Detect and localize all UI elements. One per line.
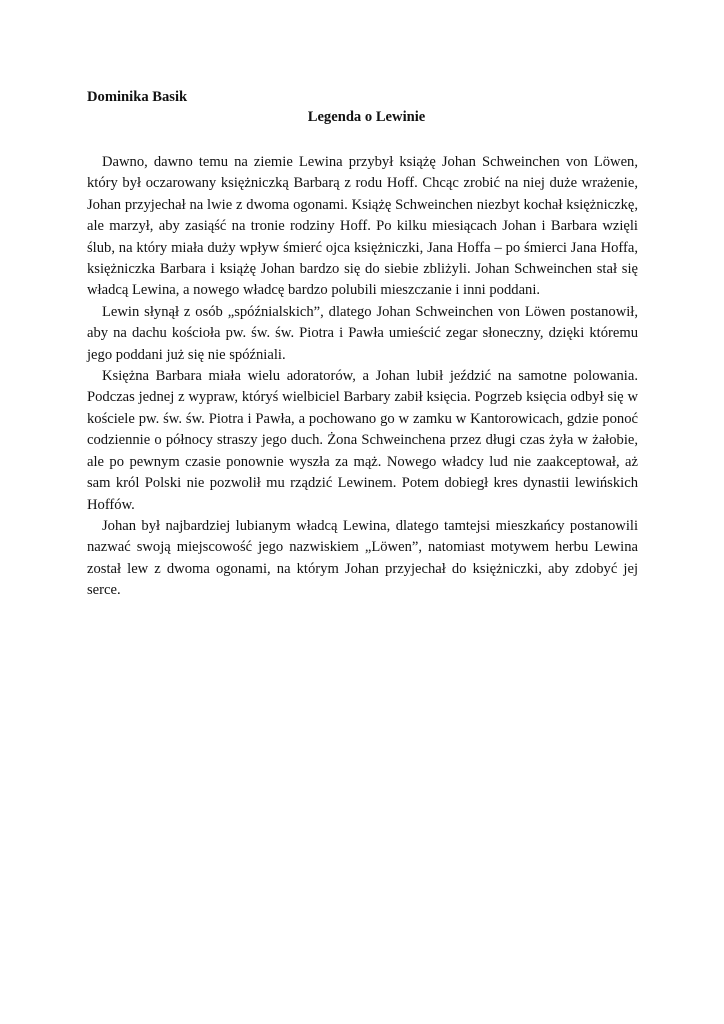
paragraph-1: Dawno, dawno temu na ziemie Lewina przybył książę Johan Schweinchen von Löwen, który był oczarowany księżniczką Barbarą z rodu Hoff. Chcąc zrobić na niej duże wrażenie, Johan przyjechał na lwie z dwoma ogonami. Książę Schweinchen niezbyt kochał księżniczkę, ale marzył, aby zasiąść na tronie rodziny Hoff. Po kilku miesiącach Johan i Barbara wzięli ślub, na który miała duży wpływ śmierć ojca księżniczki, Jana Hoffa – po śmierci Jana Hoffa, księżniczka Barbara i książę Johan bardzo się do siebie zbliżyli. Johan Schweinchen stał się władcą Lewina, a nowego władcę bardzo polubili mieszczanie i inni poddani. xyxy=(87,154,638,299)
paragraph-4: Johan był najbardziej lubianym władcą Lewina, dlatego tamtejsi mieszkańcy postanowili nazwać swoją miejscowość jego nazwiskiem „Löwen”, natomiast motywem herbu Lewina został lew z dwoma ogonami, na którym Johan przyjechał do księżniczki, aby zdobyć jej serce. xyxy=(87,517,638,599)
document-page xyxy=(87,87,638,602)
author-name: Dominika Basik xyxy=(87,89,188,105)
paragraph-2: Lewin słynął z osób „spóźnialskich”, dlatego Johan Schweinchen von Löwen postanowił, aby na dachu kościoła pw. św. św. Piotra i Pawła umieścić zegar słoneczny, dzięki któremu jego poddani już się nie spóźniali. xyxy=(87,303,638,363)
document-body xyxy=(87,152,638,602)
paragraph-3: Księżna Barbara miała wielu adoratorów, a Johan lubił jeździć na samotne polowania. Podczas jednej z wypraw, któryś wielbiciel Barbary zabił księcia. Pogrzeb księcia odbył się w kościele pw. św. św. Piotra i Pawła, a pochowano go w zamku w Kantorowicach, gdzie ponoć codziennie o północy straszy jego duch. Żona Schweinchena przez długi czas żyła w żałobie, ale po pewnym czasie ponownie wyszła za mąż. Nowego władcy lud nie zaakceptował, aż sam król Polski nie pozwolił mu rządzić Lewinem. Potem dobiegł kres dynastii lewińskich Hoffów. xyxy=(87,368,638,513)
document-title: Legenda o Lewinie xyxy=(307,109,426,125)
